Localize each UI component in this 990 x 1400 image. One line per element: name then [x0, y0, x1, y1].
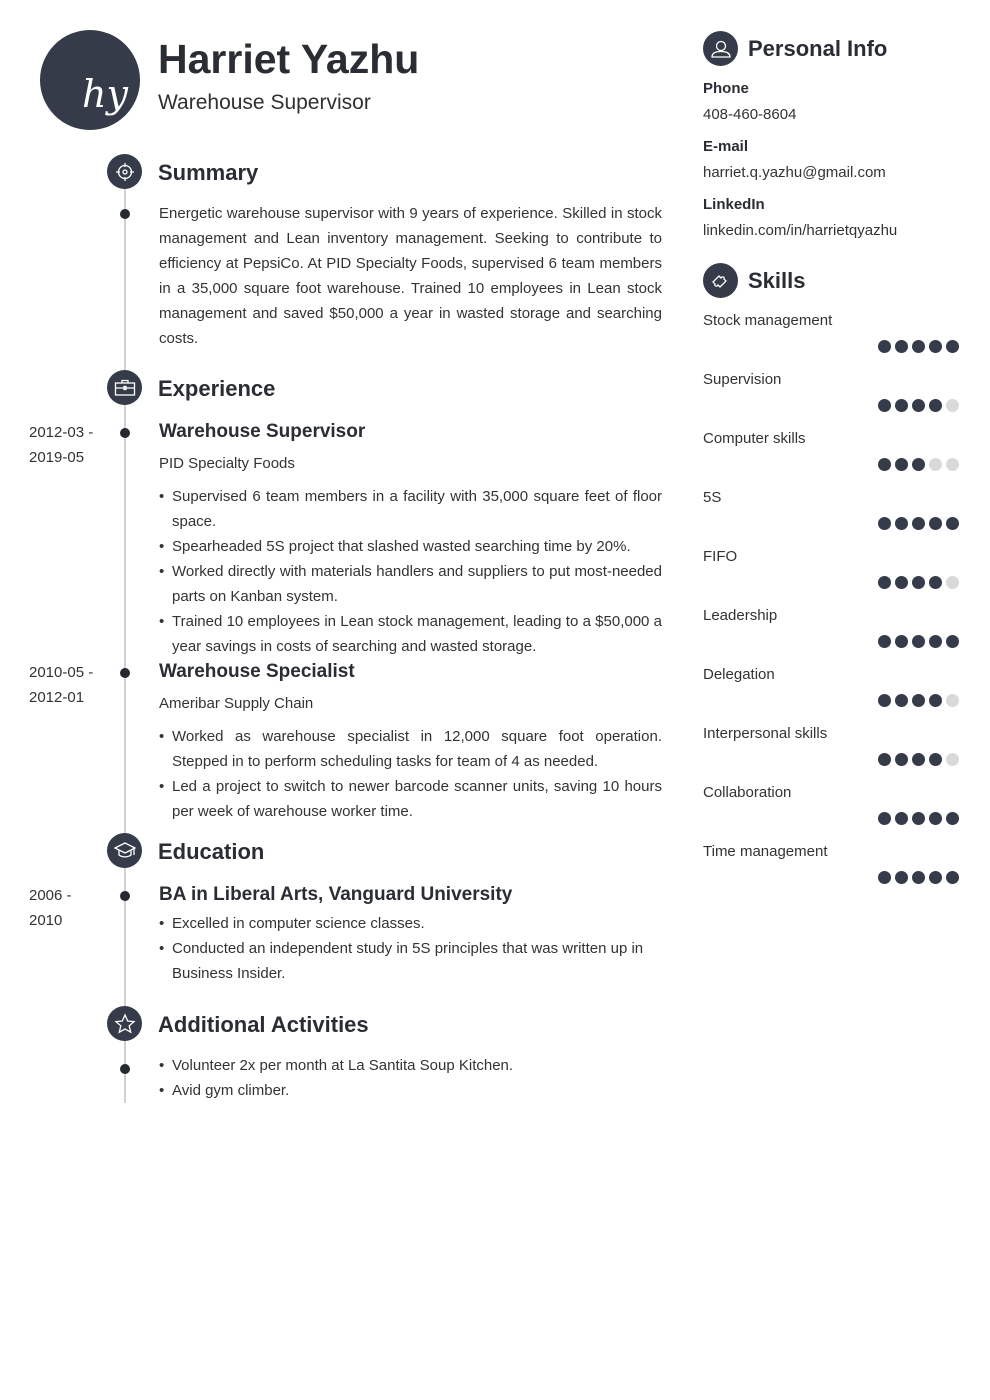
- skill-name: 5S: [703, 489, 722, 506]
- job-dates: [29, 660, 109, 710]
- candidate-name: Harriet Yazhu: [158, 36, 420, 82]
- skill-item: [703, 784, 959, 843]
- rating-dot-empty: [946, 753, 959, 766]
- summary-text: Energetic warehouse supervisor with 9 years of experience. Skilled in stock management and Lean inventory management. Seeking to contribute to efficiency at PepsiCo. At PID Specialty Foods, supervised 6 team members in a 35,000 square foot warehouse. Trained 10 employees in Lean stock management and saved $50,000 a year in wasted storage and searching costs.: [159, 205, 662, 347]
- rating-dot-filled: [912, 517, 925, 530]
- rating-dot-filled: [929, 340, 942, 353]
- job-entry: [159, 419, 662, 659]
- skill-name: Computer skills: [703, 430, 806, 447]
- graduation-cap-icon: [107, 833, 142, 868]
- rating-dot-filled: [929, 635, 942, 648]
- skill-name: Leadership: [703, 607, 778, 624]
- date-start: 2010-05 -: [29, 664, 94, 681]
- skill-item: [703, 430, 959, 489]
- job-company: PID Specialty Foods: [159, 455, 295, 472]
- rating-dot-filled: [912, 340, 925, 353]
- skill-item: [703, 843, 959, 902]
- rating-dot-filled: [912, 694, 925, 707]
- rating-dot-filled: [912, 871, 925, 884]
- rating-dot-filled: [895, 871, 908, 884]
- job-company: Ameribar Supply Chain: [159, 695, 314, 712]
- job-dates: [29, 420, 109, 470]
- skill-name: Collaboration: [703, 784, 792, 801]
- rating-dot-filled: [878, 517, 891, 530]
- skill-item: [703, 489, 959, 548]
- skill-rating: [878, 399, 959, 412]
- rating-dot-filled: [929, 517, 942, 530]
- section-title-personal-info: Personal Info: [748, 36, 888, 61]
- rating-dot-filled: [878, 753, 891, 766]
- email-label: E-mail: [703, 138, 749, 155]
- rating-dot-filled: [912, 399, 925, 412]
- education-dates: [29, 883, 109, 933]
- date-end: 2010: [29, 912, 63, 929]
- rating-dot-empty: [929, 458, 942, 471]
- degree: BA in Liberal Arts, Vanguard University: [159, 884, 513, 905]
- bullet: • Led a project to switch to newer barcode scanner units, saving 10 hours per week of warehouse worker time.: [159, 774, 662, 824]
- skill-rating: [878, 812, 959, 825]
- skill-item: [703, 371, 959, 430]
- rating-dot-filled: [929, 812, 942, 825]
- rating-dot-filled: [895, 399, 908, 412]
- linkedin-label: LinkedIn: [703, 196, 765, 213]
- skill-rating: [878, 576, 959, 589]
- rating-dot-empty: [946, 399, 959, 412]
- education-bullets: [159, 911, 649, 986]
- skill-rating: [878, 635, 959, 648]
- skill-item: [703, 666, 959, 725]
- skill-rating: [878, 694, 959, 707]
- phone-label: Phone: [703, 80, 749, 97]
- timeline-dot: [120, 1064, 130, 1074]
- briefcase-icon: [107, 370, 142, 405]
- job-bullets: [159, 724, 662, 824]
- section-title-education: Education: [158, 839, 265, 864]
- personal-info: [703, 80, 959, 239]
- skill-rating: [878, 753, 959, 766]
- rating-dot-filled: [878, 340, 891, 353]
- rating-dot-filled: [895, 635, 908, 648]
- rating-dot-filled: [946, 812, 959, 825]
- timeline-dot: [120, 668, 130, 678]
- bullet: • Worked directly with materials handlers and suppliers to put most-needed parts on Kanban system.: [159, 559, 662, 609]
- job-bullets: [159, 484, 662, 659]
- bullet: • Spearheaded 5S project that slashed wasted searching time by 20%.: [159, 534, 662, 559]
- bullet: • Supervised 6 team members in a facility with 35,000 square feet of floor space.: [159, 484, 662, 534]
- star-icon: [107, 1006, 142, 1041]
- skill-item: [703, 548, 959, 607]
- rating-dot-filled: [895, 753, 908, 766]
- bullet: • Excelled in computer science classes.: [159, 911, 649, 936]
- rating-dot-filled: [895, 340, 908, 353]
- skill-name: Time management: [703, 843, 828, 860]
- rating-dot-filled: [895, 517, 908, 530]
- rating-dot-filled: [929, 694, 942, 707]
- skill-name: Delegation: [703, 666, 775, 683]
- job-entry: [159, 659, 662, 824]
- rating-dot-filled: [895, 694, 908, 707]
- rating-dot-empty: [946, 458, 959, 471]
- timeline-line: [124, 404, 126, 834]
- rating-dot-filled: [878, 399, 891, 412]
- bullet: • Conducted an independent study in 5S principles that was written up in Business Insider.: [159, 936, 649, 986]
- rating-dot-filled: [929, 753, 942, 766]
- skill-name: Interpersonal skills: [703, 725, 828, 742]
- skill-rating: [878, 340, 959, 353]
- section-title-skills: Skills: [748, 268, 806, 293]
- timeline-line: [124, 867, 126, 1007]
- section-title-summary: Summary: [158, 160, 259, 185]
- skill-name: FIFO: [703, 548, 738, 565]
- timeline-dot: [120, 891, 130, 901]
- linkedin-value: linkedin.com/in/harrietqyazhu: [703, 222, 898, 239]
- bullet: • Trained 10 employees in Lean stock management, leading to a $50,000 a year savings in costs of searching and wasted storage.: [159, 609, 662, 659]
- rating-dot-filled: [895, 576, 908, 589]
- rating-dot-filled: [912, 458, 925, 471]
- timeline-dot: [120, 428, 130, 438]
- rating-dot-filled: [895, 458, 908, 471]
- rating-dot-empty: [946, 694, 959, 707]
- skill-name: Supervision: [703, 371, 782, 388]
- rating-dot-filled: [878, 871, 891, 884]
- activities-bullets: [159, 1053, 662, 1103]
- rating-dot-filled: [878, 812, 891, 825]
- skills-list: [703, 312, 959, 902]
- section-title-experience: Experience: [158, 376, 276, 401]
- target-icon: [107, 154, 142, 189]
- email-value: harriet.q.yazhu@gmail.com: [703, 164, 886, 181]
- candidate-title: Warehouse Supervisor: [158, 91, 371, 114]
- rating-dot-filled: [878, 694, 891, 707]
- rating-dot-filled: [878, 576, 891, 589]
- rating-dot-empty: [946, 576, 959, 589]
- date-start: 2006 -: [29, 887, 72, 904]
- rating-dot-filled: [946, 340, 959, 353]
- bullet: • Worked as warehouse specialist in 12,000 square foot operation. Stepped in to perform scheduling tasks for team of 4 as needed.: [159, 724, 662, 774]
- rating-dot-filled: [912, 635, 925, 648]
- rating-dot-filled: [912, 812, 925, 825]
- rating-dot-filled: [878, 635, 891, 648]
- bullet: • Volunteer 2x per month at La Santita Soup Kitchen.: [159, 1053, 662, 1078]
- skill-item: [703, 725, 959, 784]
- date-end: 2012-01: [29, 689, 85, 706]
- rating-dot-filled: [929, 399, 942, 412]
- rating-dot-filled: [929, 871, 942, 884]
- puzzle-icon: [703, 263, 738, 298]
- rating-dot-filled: [912, 753, 925, 766]
- rating-dot-filled: [946, 517, 959, 530]
- rating-dot-filled: [929, 576, 942, 589]
- rating-dot-filled: [895, 812, 908, 825]
- person-icon: [703, 31, 738, 66]
- skill-item: [703, 312, 959, 371]
- rating-dot-filled: [946, 871, 959, 884]
- section-title-activities: Additional Activities: [158, 1012, 369, 1037]
- monogram-avatar: [40, 30, 140, 130]
- skill-rating: [878, 871, 959, 884]
- education-entry: [159, 882, 662, 986]
- monogram-text: hy: [82, 72, 128, 116]
- date-start: 2012-03 -: [29, 424, 94, 441]
- date-end: 2019-05: [29, 449, 85, 466]
- phone-value: 408-460-8604: [703, 106, 797, 123]
- skill-rating: [878, 458, 959, 471]
- skill-rating: [878, 517, 959, 530]
- rating-dot-filled: [946, 635, 959, 648]
- job-role: Warehouse Specialist: [159, 661, 355, 682]
- rating-dot-filled: [878, 458, 891, 471]
- activities-entry: [159, 1053, 662, 1103]
- bullet: • Avid gym climber.: [159, 1078, 662, 1103]
- job-role: Warehouse Supervisor: [159, 421, 366, 442]
- timeline-dot: [120, 209, 130, 219]
- rating-dot-filled: [912, 576, 925, 589]
- skill-item: [703, 607, 959, 666]
- skill-name: Stock management: [703, 312, 833, 329]
